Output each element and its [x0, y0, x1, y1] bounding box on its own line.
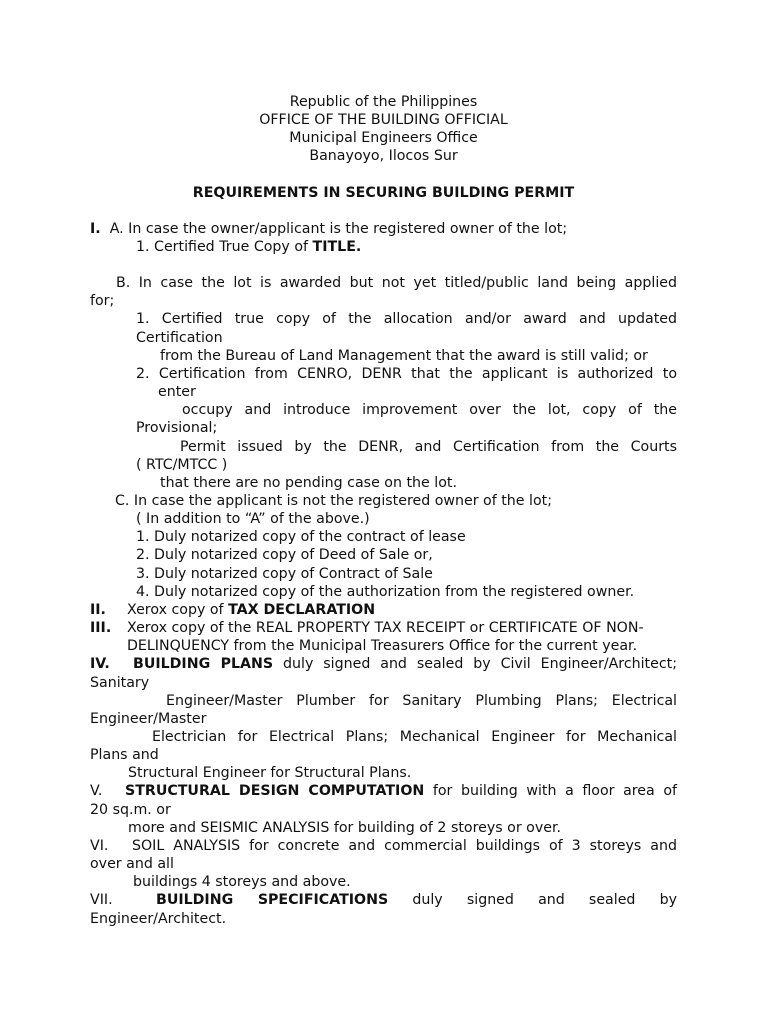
section-6-line1 — [90, 837, 677, 855]
section-1-c-item-3: 3. Duly notarized copy of Contract of Sale — [136, 565, 433, 582]
section-1-c-item-2: 2. Duly notarized copy of Deed of Sale or, — [136, 547, 433, 564]
header-office: OFFICE OF THE BUILDING OFFICIAL — [259, 112, 508, 129]
section-4-line3: Engineer/Master Plumber for Sanitary Plumbing Plans; Electrical — [166, 692, 677, 709]
section-1-a1-bold: TITLE. — [312, 238, 362, 255]
section-3-line1 — [90, 619, 677, 637]
section-5-number: V. — [90, 783, 103, 800]
section-2-bold: TAX DECLARATION — [228, 601, 376, 618]
section-1-c-item-1: 1. Duly notarized copy of the contract of lease — [136, 529, 466, 546]
section-2-number: II. — [90, 601, 106, 618]
section-7-line2: Engineer/Architect. — [90, 910, 227, 927]
section-1-b2-line1: 2. Certification from CENRO, DENR that the applicant is authorized to — [136, 365, 677, 382]
document-page — [90, 93, 677, 928]
section-5-line3: more and SEISMIC ANALYSIS for building of 2 storeys or over. — [128, 819, 561, 836]
section-2-text: Xerox copy of — [127, 601, 229, 618]
document-title: REQUIREMENTS IN SECURING BUILDING PERMIT — [192, 184, 575, 201]
section-5-line1 — [90, 782, 677, 800]
section-1-b2-line3: occupy and introduce improvement over the lot, copy of the — [182, 402, 677, 419]
header-department: Municipal Engineers Office — [289, 130, 478, 147]
section-4-line1 — [90, 655, 677, 673]
section-1-b2-line7: that there are no pending case on the lot. — [160, 474, 457, 491]
section-7-text: duly signed and sealed by — [412, 892, 677, 909]
header-location: Banayoyo, Ilocos Sur — [309, 148, 458, 165]
section-1 — [90, 220, 677, 601]
section-1-c-item-4: 4. Duly notarized copy of the authorization from the registered owner. — [136, 583, 635, 600]
section-5-text: for building with a floor area of — [424, 783, 677, 800]
section-1-b2-line6: ( RTC/MTCC ) — [136, 456, 228, 473]
section-6-text: SOIL ANALYSIS for concrete and commercial buildings of 3 storeys and — [132, 837, 677, 854]
section-1-b-line2: for; — [90, 293, 115, 310]
section-3-text: Xerox copy of the REAL PROPERTY TAX RECEIPT or CERTIFICATE OF NON- — [127, 620, 644, 637]
section-4-line5: Electrician for Electrical Plans; Mechanical Engineer for Mechanical — [152, 729, 677, 745]
section-6-number: VI. — [90, 837, 109, 854]
section-5-bold: STRUCTURAL DESIGN COMPUTATION — [125, 783, 425, 800]
section-1-b2-line4: Provisional; — [136, 420, 218, 437]
header-country: Republic of the Philippines — [289, 94, 478, 110]
section-4-line2: Sanitary — [90, 674, 150, 691]
section-2 — [90, 601, 677, 619]
section-5-line2: 20 sq.m. or — [90, 801, 171, 818]
section-7-number: VII. — [90, 892, 113, 909]
section-1-b-line1: B. In case the lot is awarded but not yet titled/public land being applied — [116, 275, 677, 292]
section-1-b1-line1: 1. Certified true copy of the allocation and/or award and updated — [136, 311, 677, 328]
section-1-b1-line2: Certification — [136, 329, 223, 346]
section-4-text: duly signed and sealed by Civil Engineer/Architect; — [273, 656, 677, 673]
section-1-number: I. — [90, 220, 101, 237]
section-1-c-line1: C. In case the applicant is not the registered owner of the lot; — [115, 492, 552, 509]
section-7-line1 — [90, 891, 677, 909]
section-4-line6: Plans and — [90, 747, 159, 764]
section-1-c-line2: ( In addition to “A” of the above.) — [136, 511, 370, 528]
section-4-number: IV. — [90, 656, 110, 673]
section-1-b2-line2: enter — [158, 384, 196, 401]
section-4-bold: BUILDING PLANS — [133, 656, 274, 673]
section-3-line2: DELINQUENCY from the Municipal Treasurers Office for the current year. — [127, 638, 638, 655]
section-6-line2: over and all — [90, 856, 174, 873]
section-1-b1-line3: from the Bureau of Land Management that the award is still valid; or — [160, 347, 648, 364]
section-1-a1-text: 1. Certified True Copy of — [136, 238, 313, 255]
section-7-bold: BUILDING SPECIFICATIONS — [156, 892, 389, 909]
section-4-line4: Engineer/Master — [90, 710, 207, 727]
section-1-a-item-1 — [90, 238, 677, 256]
spacer — [90, 256, 677, 274]
section-1-b2-line5: Permit issued by the DENR, and Certification from the Courts — [180, 438, 677, 455]
letterhead — [90, 93, 677, 166]
section-1-a — [90, 220, 677, 238]
section-3-number: III. — [90, 620, 112, 637]
section-4-line7: Structural Engineer for Structural Plans. — [128, 765, 412, 782]
section-6-line3: buildings 4 storeys and above. — [133, 874, 351, 891]
section-1-a-text: A. In case the owner/applicant is the registered owner of the lot; — [109, 220, 568, 237]
